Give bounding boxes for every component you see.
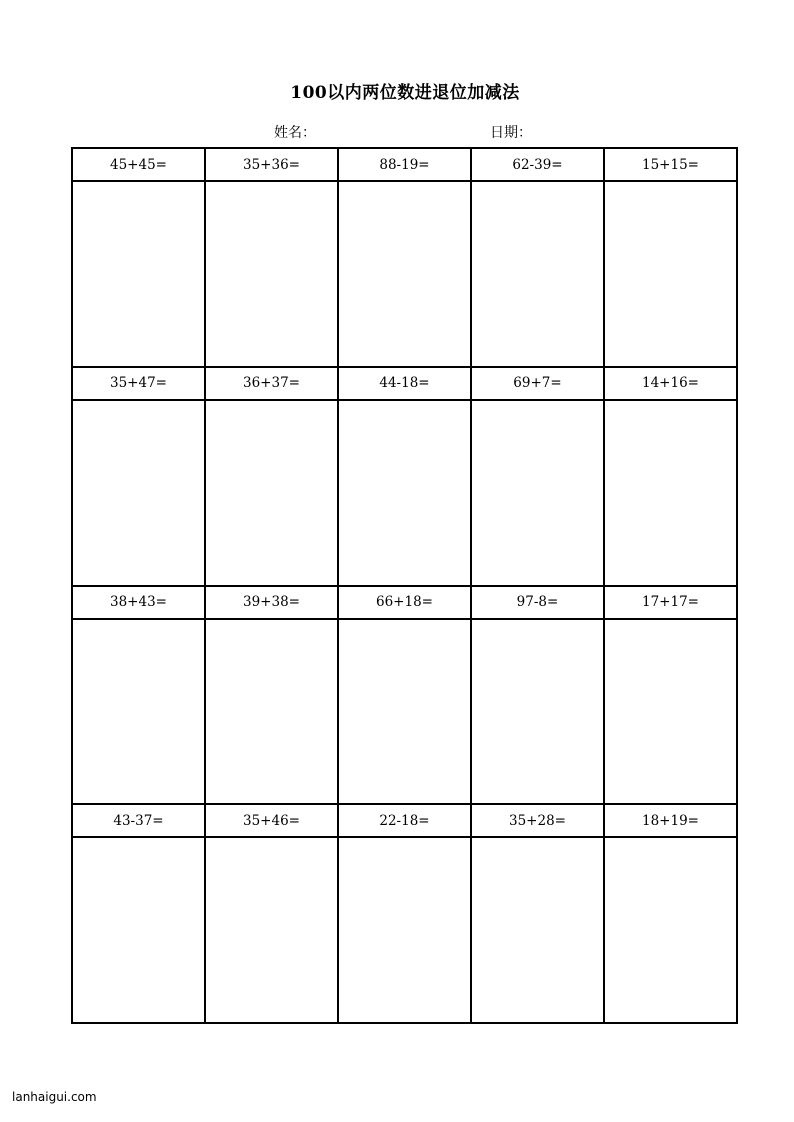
problem-text: 18+19= xyxy=(605,805,736,838)
problem-cell xyxy=(472,587,605,806)
problem-text: 43-37= xyxy=(73,805,204,838)
answer-area xyxy=(339,620,470,804)
problem-cell xyxy=(206,149,339,368)
answer-area xyxy=(472,838,603,1022)
problem-cell xyxy=(605,368,738,587)
footer-watermark: lanhaigui.com xyxy=(12,1090,97,1104)
problem-text: 35+46= xyxy=(206,805,337,838)
problem-cell xyxy=(472,805,605,1024)
problem-cell xyxy=(206,587,339,806)
answer-area xyxy=(339,182,470,366)
answer-area xyxy=(472,620,603,804)
answer-area xyxy=(605,182,736,366)
answer-area xyxy=(605,620,736,804)
date-label: 日期： xyxy=(490,125,532,141)
problem-cell xyxy=(73,805,206,1024)
problem-cell xyxy=(73,587,206,806)
problem-cell xyxy=(472,368,605,587)
problem-text: 62-39= xyxy=(472,149,603,182)
answer-area xyxy=(206,401,337,585)
problem-cell xyxy=(206,368,339,587)
problem-text: 69+7= xyxy=(472,368,603,401)
problem-text: 35+47= xyxy=(73,368,204,401)
problem-cell xyxy=(605,149,738,368)
problem-text: 15+15= xyxy=(605,149,736,182)
problem-cell xyxy=(206,805,339,1024)
problem-text: 45+45= xyxy=(73,149,204,182)
problem-text: 97-8= xyxy=(472,587,603,620)
problem-text: 22-18= xyxy=(339,805,470,838)
problem-cell xyxy=(339,368,472,587)
answer-area xyxy=(206,182,337,366)
answer-area xyxy=(206,838,337,1022)
answer-area xyxy=(472,182,603,366)
problem-cell xyxy=(605,587,738,806)
problem-cell xyxy=(339,587,472,806)
problem-text: 44-18= xyxy=(339,368,470,401)
page-title: 100以内两位数进退位加减法 xyxy=(290,83,520,103)
problem-cell xyxy=(605,805,738,1024)
problem-cell xyxy=(472,149,605,368)
problem-text: 38+43= xyxy=(73,587,204,620)
answer-area xyxy=(73,401,204,585)
answer-area xyxy=(605,838,736,1022)
problem-cell xyxy=(73,368,206,587)
problem-text: 36+37= xyxy=(206,368,337,401)
answer-area xyxy=(472,401,603,585)
problem-text: 17+17= xyxy=(605,587,736,620)
problem-text: 88-19= xyxy=(339,149,470,182)
problem-text: 66+18= xyxy=(339,587,470,620)
worksheet-grid xyxy=(71,147,738,1024)
answer-area xyxy=(339,401,470,585)
problem-cell xyxy=(73,149,206,368)
problem-cell xyxy=(339,805,472,1024)
answer-area xyxy=(73,838,204,1022)
problem-cell xyxy=(339,149,472,368)
answer-area xyxy=(73,182,204,366)
problem-text: 35+36= xyxy=(206,149,337,182)
problem-text: 35+28= xyxy=(472,805,603,838)
answer-area xyxy=(605,401,736,585)
name-label: 姓名： xyxy=(274,125,316,141)
problem-text: 39+38= xyxy=(206,587,337,620)
answer-area xyxy=(73,620,204,804)
answer-area xyxy=(206,620,337,804)
answer-area xyxy=(339,838,470,1022)
problem-text: 14+16= xyxy=(605,368,736,401)
